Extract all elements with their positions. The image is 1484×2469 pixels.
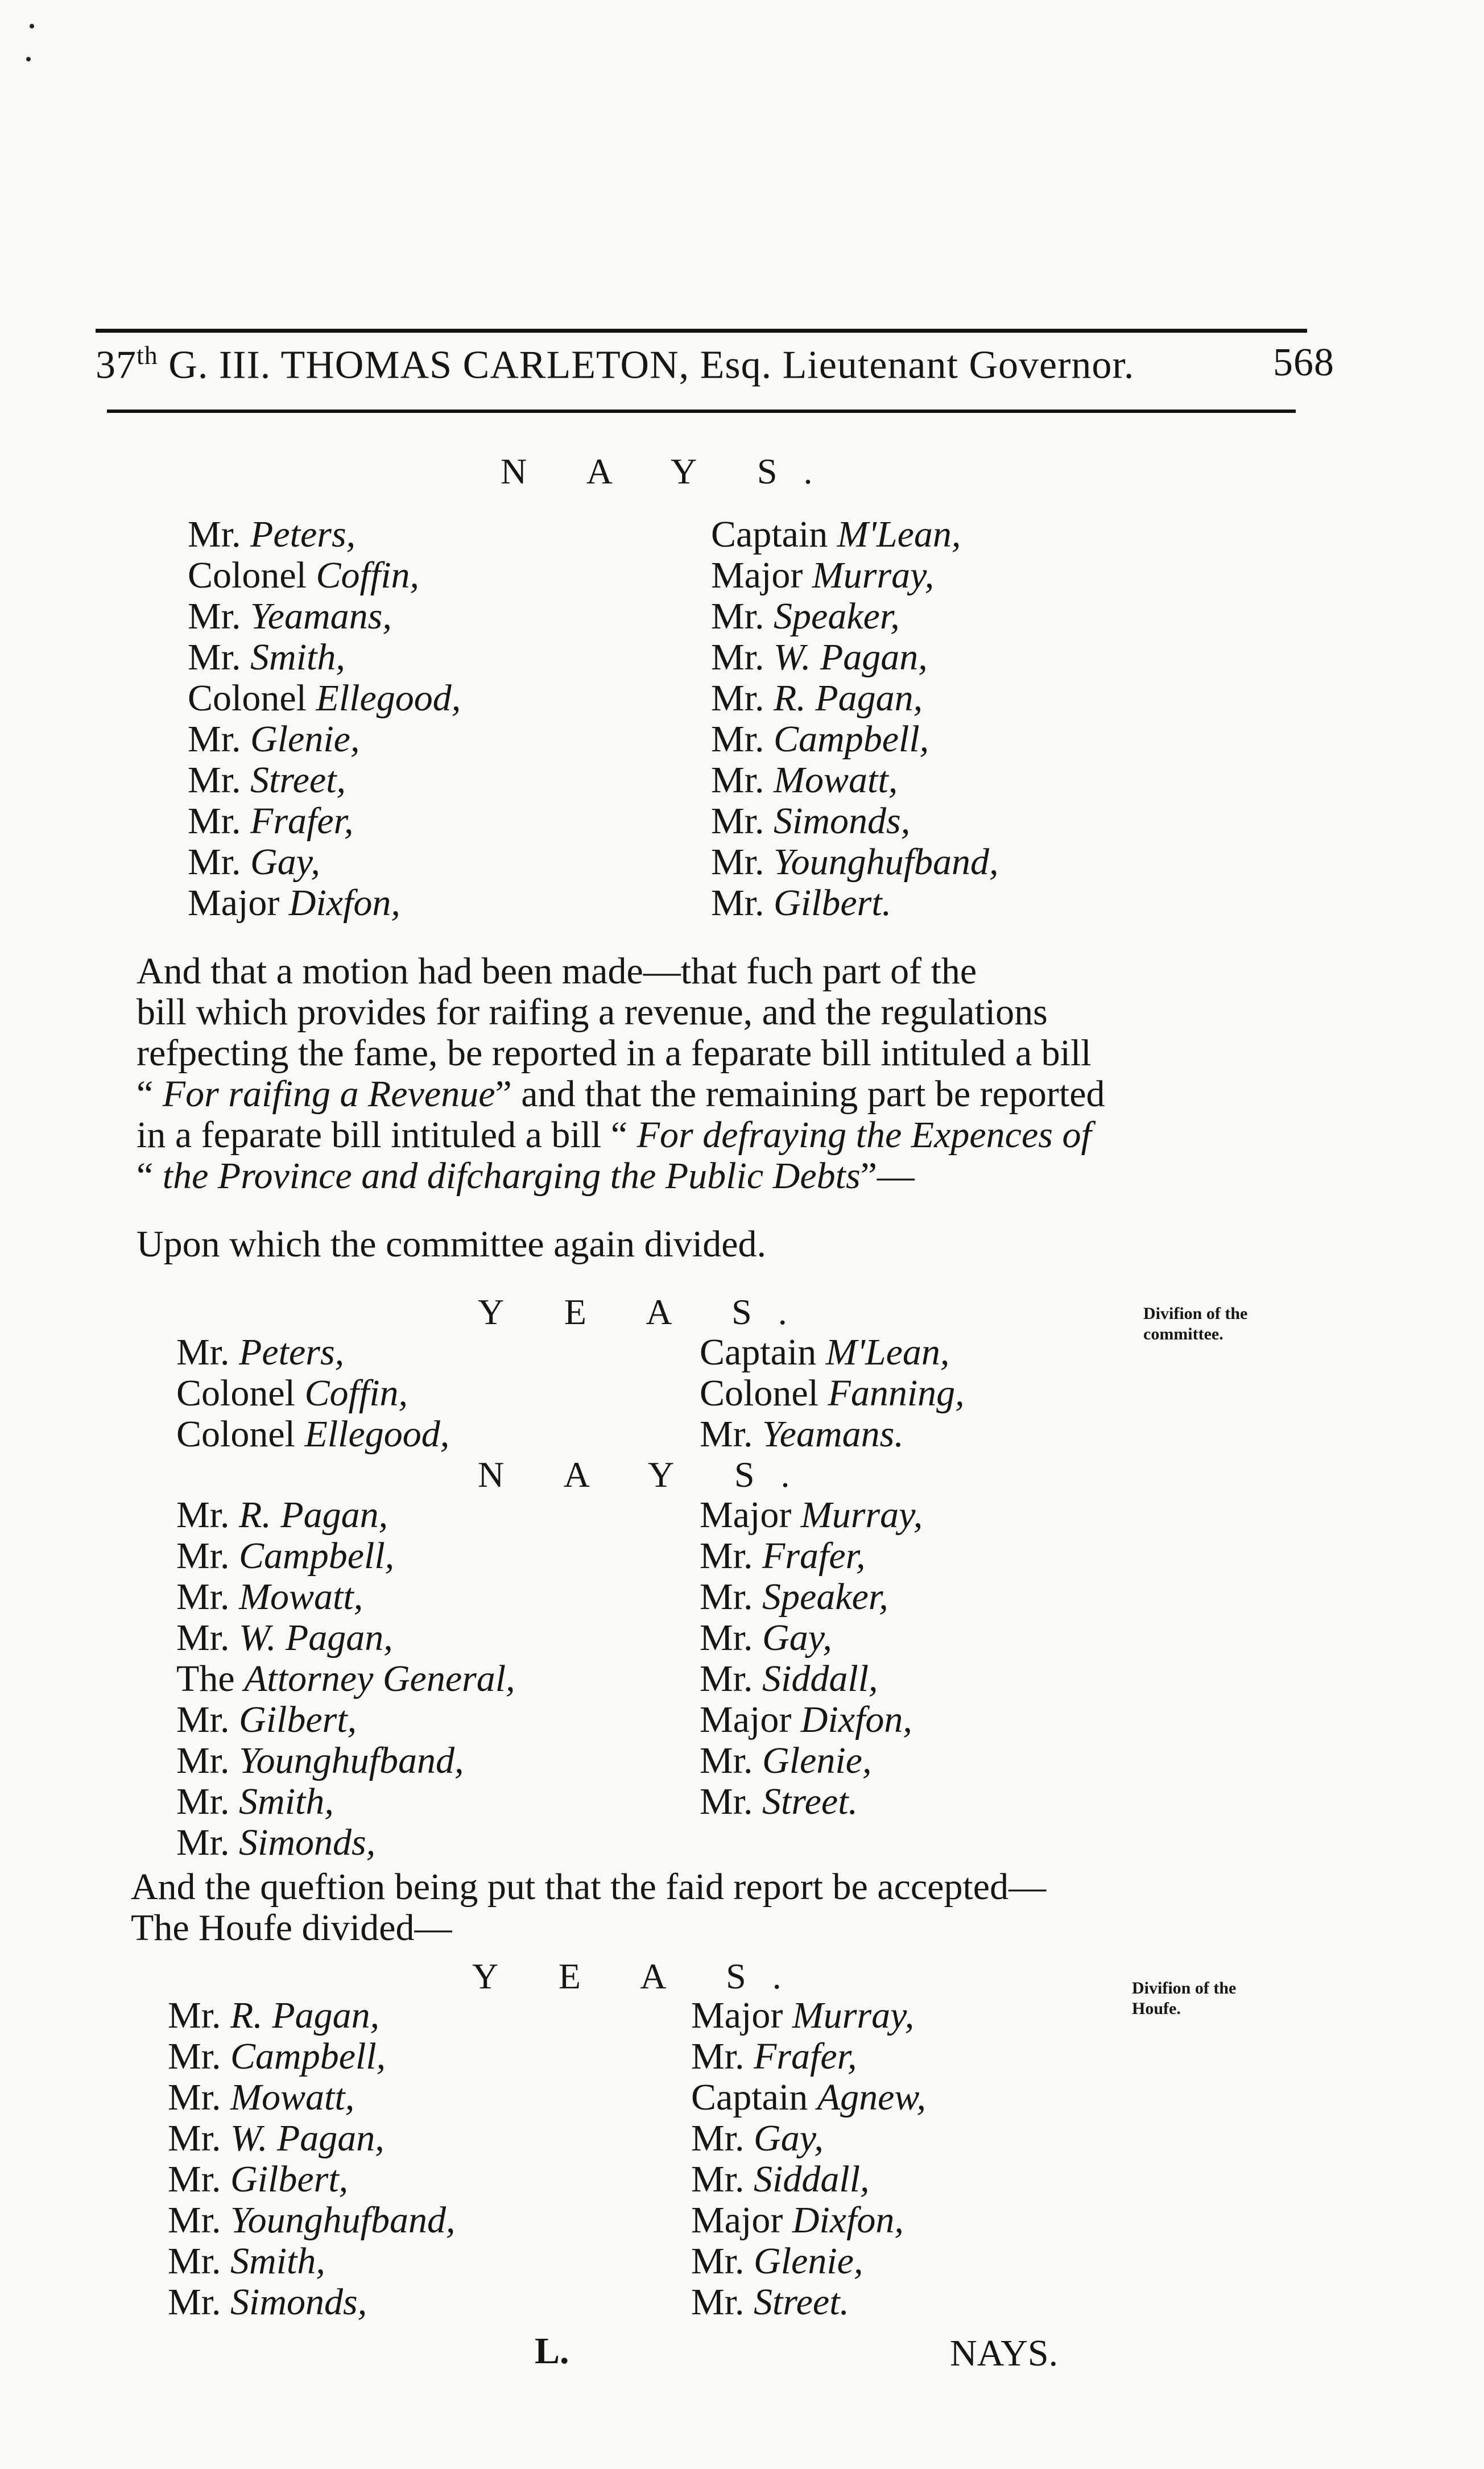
member-entry [711,637,999,678]
governor-line: THOMAS CARLETON, Esq. Lieutenant Governor. [280,343,1135,387]
member-title: Colonel [176,1413,305,1455]
member-title: Mr. [691,2281,754,2323]
member-title: Mr. [691,2118,754,2159]
member-name: R. Pagan, [230,1995,380,2036]
member-title: Mr. [691,2240,754,2282]
member-name: Mowatt, [230,2077,355,2118]
committee-nays-left-column [176,1495,515,1863]
committee-nays-right-column [700,1495,923,1822]
member-entry [700,1618,923,1659]
member-entry [700,1781,923,1822]
member-title: Mr. [176,1781,239,1822]
member-entry [711,801,999,842]
member-entry [691,1995,926,2036]
member-entry [188,760,461,801]
member-title: Mr. [711,718,774,760]
member-title: Mr. [188,636,251,678]
member-title: Mr. [700,1658,763,1699]
member-entry [700,1740,923,1781]
member-title: Captain [700,1331,826,1373]
member-entry [188,883,461,924]
member-name: M'Lean, [825,1331,950,1373]
reign-rest: G. III. [158,343,281,387]
member-name: Street. [754,2281,850,2323]
member-name: Younghufband, [239,1740,464,1781]
member-entry [168,2036,456,2077]
member-title: Mr. [711,759,774,801]
motion-line-5 [137,1115,1105,1156]
motion-line-2: bill which provides for raifing a revenue, and the regulations [137,991,1048,1033]
margin-note-house-line-2: Houfe. [1132,1999,1181,2018]
member-title: Mr. [700,1535,763,1577]
member-entry [168,2200,456,2241]
member-name: Coffin, [316,555,420,596]
member-title: Major [700,1699,801,1740]
member-entry [188,596,461,637]
bill-title-expences: For defraying the Expences of [636,1114,1092,1156]
member-name: Peters, [250,514,356,555]
member-name: Simonds, [774,800,911,842]
member-title: Mr. [168,2199,231,2241]
margin-note-committee-line-2: committee. [1143,1325,1223,1343]
margin-note-committee [1143,1304,1247,1345]
member-name: Glenie, [762,1740,872,1781]
motion-line-3: refpecting the fame, be reported in a feparate bill intituled a bill [137,1032,1092,1074]
committee-divided-line: Upon which the committee again divided. [137,1223,767,1265]
member-name: Dixfon, [800,1699,912,1740]
member-entry [700,1332,965,1373]
member-name: Speaker, [762,1576,888,1618]
member-entry [188,719,461,760]
member-name: Campbell, [774,718,929,760]
member-title: Mr. [176,1617,239,1659]
member-title: Mr. [176,1535,239,1577]
member-name: Agnew, [817,2077,927,2118]
member-title: Mr. [176,1822,239,1863]
member-title: Colonel [176,1372,305,1414]
member-entry [176,1699,515,1740]
member-entry [176,1414,449,1455]
first-nays-right-column [711,514,999,924]
page-number: 568 [1273,341,1334,384]
bill-title-debts: the Province and difcharging the Public Debts [162,1155,861,1197]
margin-note-house-line-1: Divifion of the [1132,1979,1237,1997]
member-title: Mr. [700,1413,763,1455]
member-entry [176,1822,515,1863]
member-name: Mowatt, [774,759,898,801]
member-entry [188,514,461,555]
member-entry [176,1659,515,1699]
member-title: Mr. [700,1740,763,1781]
member-entry [711,719,999,760]
member-name: M'Lean, [837,514,961,555]
member-name: Glenie, [250,718,360,760]
reign-suffix: th [137,341,158,370]
member-name: Campbell, [230,2036,386,2077]
first-nays-title: N A Y S. [501,451,839,491]
member-title: Mr. [168,2118,231,2159]
member-name: Mowatt, [239,1576,363,1618]
member-entry [188,678,461,719]
member-title: Mr. [176,1576,239,1618]
member-title: Mr. [691,2158,754,2200]
member-entry [711,555,999,596]
member-name: Coffin, [304,1372,408,1414]
member-title: Mr. [700,1617,763,1659]
member-entry [188,637,461,678]
member-entry [691,2077,926,2118]
member-name: R. Pagan, [774,677,923,719]
member-name: Gay, [250,841,320,883]
member-name: Frafer, [762,1535,866,1577]
margin-note-committee-line-1: Divifion of the [1143,1304,1248,1323]
member-name: R. Pagan, [239,1494,388,1536]
header-bottom-rule [107,410,1296,413]
member-title: Mr. [711,882,774,924]
member-name: W. Pagan, [230,2118,385,2159]
member-name: Simonds, [239,1822,376,1863]
member-entry [168,2118,456,2159]
member-entry [691,2036,926,2077]
member-entry [176,1536,515,1577]
member-title: Major [691,2199,792,2241]
member-name: Gay, [762,1617,832,1659]
member-entry [168,2159,456,2200]
member-name: Murray, [800,1494,923,1536]
member-name: Attorney General, [244,1658,515,1699]
motion-line-6 [137,1156,1105,1197]
member-entry [711,514,999,555]
member-entry [168,2282,456,2323]
member-name: Murray, [792,1995,915,2036]
member-name: Ellegood, [316,677,461,719]
margin-note-house [1132,1978,1236,2019]
question-line-2: The Houfe divided— [131,1907,452,1949]
member-entry [700,1373,965,1414]
member-title: Mr. [711,595,774,637]
member-entry [176,1740,515,1781]
member-entry [700,1414,965,1455]
member-entry [176,1495,515,1536]
member-entry [711,760,999,801]
motion-line-4-rest: ” and that the remaining part be reported [495,1073,1105,1115]
member-entry [176,1577,515,1618]
member-entry [176,1332,449,1373]
member-title: Captain [691,2077,817,2118]
member-name: Yeamans, [250,595,392,637]
member-title: Major [188,882,289,924]
house-yeas-left-column [168,1995,456,2323]
member-name: Siddall, [754,2158,870,2200]
member-name: Speaker, [774,595,900,637]
member-name: Simonds, [230,2281,367,2323]
ink-speck [30,24,34,28]
member-name: Gilbert, [239,1699,357,1740]
member-entry [700,1699,923,1740]
member-entry [176,1618,515,1659]
member-name: Smith, [230,2240,325,2282]
member-title: Mr. [168,2077,231,2118]
question-line-1: And the queftion being put that the faid report be accepted— [131,1866,1047,1908]
motion-line-4 [137,1074,1105,1115]
member-title: Mr. [711,800,774,842]
member-entry [700,1495,923,1536]
signature-mark: L. [535,2330,569,2372]
committee-nays-title: N A Y S. [478,1454,816,1495]
motion-paragraph [137,951,1105,1197]
member-entry [691,2200,926,2241]
motion-line-6-rest: ”— [860,1155,915,1197]
ink-speck [26,57,31,61]
member-entry [188,801,461,842]
member-entry [700,1659,923,1699]
member-title: Mr. [711,841,774,883]
house-yeas-right-column [691,1995,926,2323]
member-entry [176,1373,449,1414]
bill-title-revenue: For raifing a Revenue [162,1073,495,1115]
member-entry [711,883,999,924]
member-title: Mr. [188,759,251,801]
member-title: Colonel [188,677,316,719]
member-title: Captain [711,514,837,555]
member-name: Younghufband, [230,2199,456,2241]
member-title: Mr. [176,1699,239,1740]
member-name: Frafer, [250,800,354,842]
running-header [96,340,1334,388]
quote-open-2: “ [137,1155,163,1197]
member-title: Major [711,555,812,596]
member-entry [691,2118,926,2159]
member-name: Yeamans. [762,1413,904,1455]
member-name: Dixfon, [288,882,400,924]
member-name: Street, [250,759,346,801]
member-title: Mr. [188,800,251,842]
member-name: Gilbert, [230,2158,349,2200]
catchword: NAYS. [950,2332,1059,2374]
member-name: Glenie, [754,2240,863,2282]
member-name: Dixfon, [792,2199,904,2241]
member-title: Mr. [168,2036,231,2077]
member-title: Mr. [168,1995,231,2036]
member-title: Mr. [188,595,251,637]
member-entry [188,842,461,883]
member-title: Major [691,1995,792,2036]
member-name: Ellegood, [304,1413,450,1455]
question-paragraph [131,1867,1046,1949]
member-entry [176,1781,515,1822]
member-title: Mr. [176,1331,239,1373]
member-entry [168,1995,456,2036]
member-title: Mr. [188,514,251,555]
member-name: Smith, [239,1781,334,1822]
member-name: Murray, [812,555,935,596]
member-title: Mr. [168,2281,231,2323]
member-entry [711,596,999,637]
member-entry [700,1577,923,1618]
reign-prefix: 37 [96,343,137,387]
member-entry [700,1536,923,1577]
committee-yeas-left-column [176,1332,449,1455]
member-entry [168,2077,456,2118]
member-name: Frafer, [754,2036,857,2077]
member-title: Mr. [168,2158,231,2200]
motion-line-5-plain: in a feparate bill intituled a bill “ [137,1114,637,1156]
member-title: Colonel [188,555,316,596]
member-name: Younghufband, [774,841,999,883]
member-title: Mr. [176,1494,239,1536]
member-title: Mr. [711,636,774,678]
member-entry [711,842,999,883]
house-yeas-title: Y E A S. [472,1956,808,1996]
member-title: Mr. [188,718,251,760]
motion-line-1: And that a motion had been made—that fuch part of the [137,950,977,992]
member-name: Fanning, [828,1372,965,1414]
member-title: The [176,1658,245,1699]
member-title: Mr. [188,841,251,883]
member-entry [711,678,999,719]
member-title: Major [700,1494,801,1536]
committee-yeas-right-column [700,1332,965,1455]
member-title: Mr. [691,2036,754,2077]
member-entry [188,555,461,596]
member-title: Mr. [700,1781,763,1822]
member-name: Peters, [239,1331,345,1373]
committee-yeas-title: Y E A S. [478,1292,813,1332]
member-name: W. Pagan, [239,1617,393,1659]
member-entry [168,2241,456,2282]
member-name: Gay, [754,2118,824,2159]
member-name: Siddall, [762,1658,878,1699]
quote-open: “ [137,1073,163,1115]
member-name: Smith, [250,636,345,678]
member-title: Colonel [700,1372,828,1414]
member-name: W. Pagan, [774,636,928,678]
member-entry [691,2159,926,2200]
member-name: Campbell, [239,1535,395,1577]
first-nays-left-column [188,514,461,924]
member-title: Mr. [700,1576,763,1618]
member-title: Mr. [176,1740,239,1781]
member-entry [691,2282,926,2323]
member-entry [691,2241,926,2282]
member-name: Gilbert. [774,882,892,924]
header-top-rule [96,329,1307,333]
member-title: Mr. [168,2240,231,2282]
member-name: Street. [762,1781,858,1822]
member-title: Mr. [711,677,774,719]
